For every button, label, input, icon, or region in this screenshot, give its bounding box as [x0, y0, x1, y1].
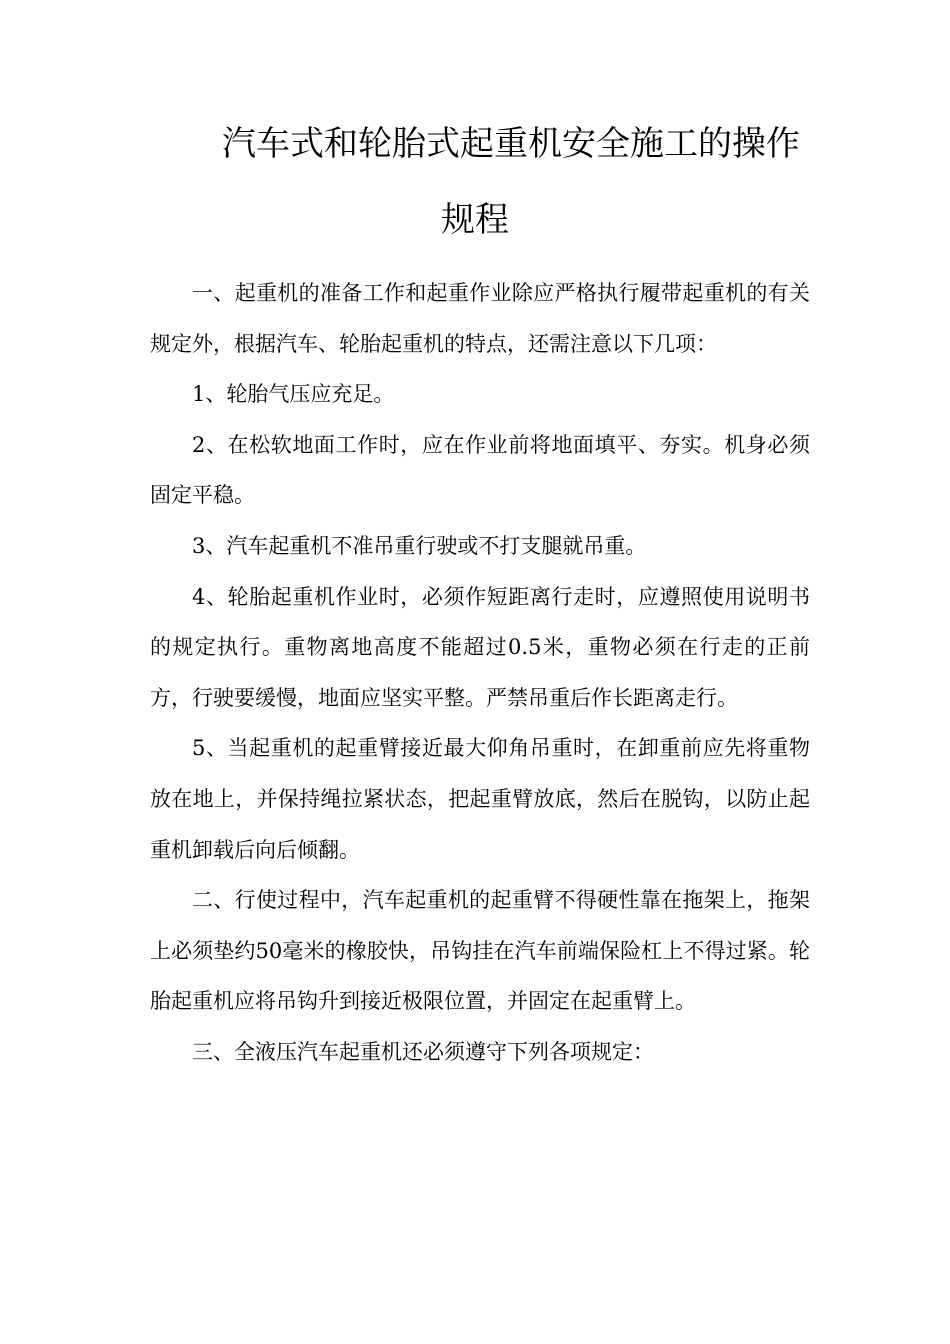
paragraph-item-2: 2、在松软地面工作时，应在作业前将地面填平、夯实。机身必须固定平稳。 — [150, 432, 810, 508]
paragraph-item-5: 5、当起重机的起重臂接近最大仰角吊重时，在卸重前应先将重物放在地上，并保持绳拉紧状态，把起重臂放底，然后在脱钩，以防止起重机卸载后向后倾翻。 — [150, 736, 810, 862]
paragraph-item-1: 1、轮胎气压应充足。 — [192, 382, 395, 407]
paragraph-item-3: 3、汽车起重机不准吊重行驶或不打支腿就吊重。 — [192, 533, 647, 558]
paragraph-section-1-intro: 一、起重机的准备工作和起重作业除应严格执行履带起重机的有关规定外，根据汽车、轮胎起重机的特点，还需注意以下几项： — [150, 281, 810, 356]
document-body — [150, 268, 810, 1078]
paragraph-item-4: 4、轮胎起重机作业时，必须作短距离行走时，应遵照使用说明书的规定执行。重物离地高度不能超过0.5米，重物必须在行走的正前方，行驶要缓慢，地面应坚实平整。严禁吊重后作长距离走行。 — [150, 584, 810, 710]
paragraph-section-3: 三、全液压汽车起重机还必须遵守下列各项规定： — [192, 1039, 654, 1064]
document-title-line-1: 汽车式和轮胎式起重机安全施工的操作 — [222, 124, 800, 164]
document-title-line-2: 规程 — [441, 200, 509, 240]
paragraph-section-2: 二、行使过程中，汽车起重机的起重臂不得硬性靠在拖架上，拖架上必须垫约50毫米的橡胶快，吊钩挂在汽车前端保险杠上不得过紧。轮胎起重机应将吊钩升到接近极限位置，并固定在起重臂上。 — [150, 888, 810, 1014]
